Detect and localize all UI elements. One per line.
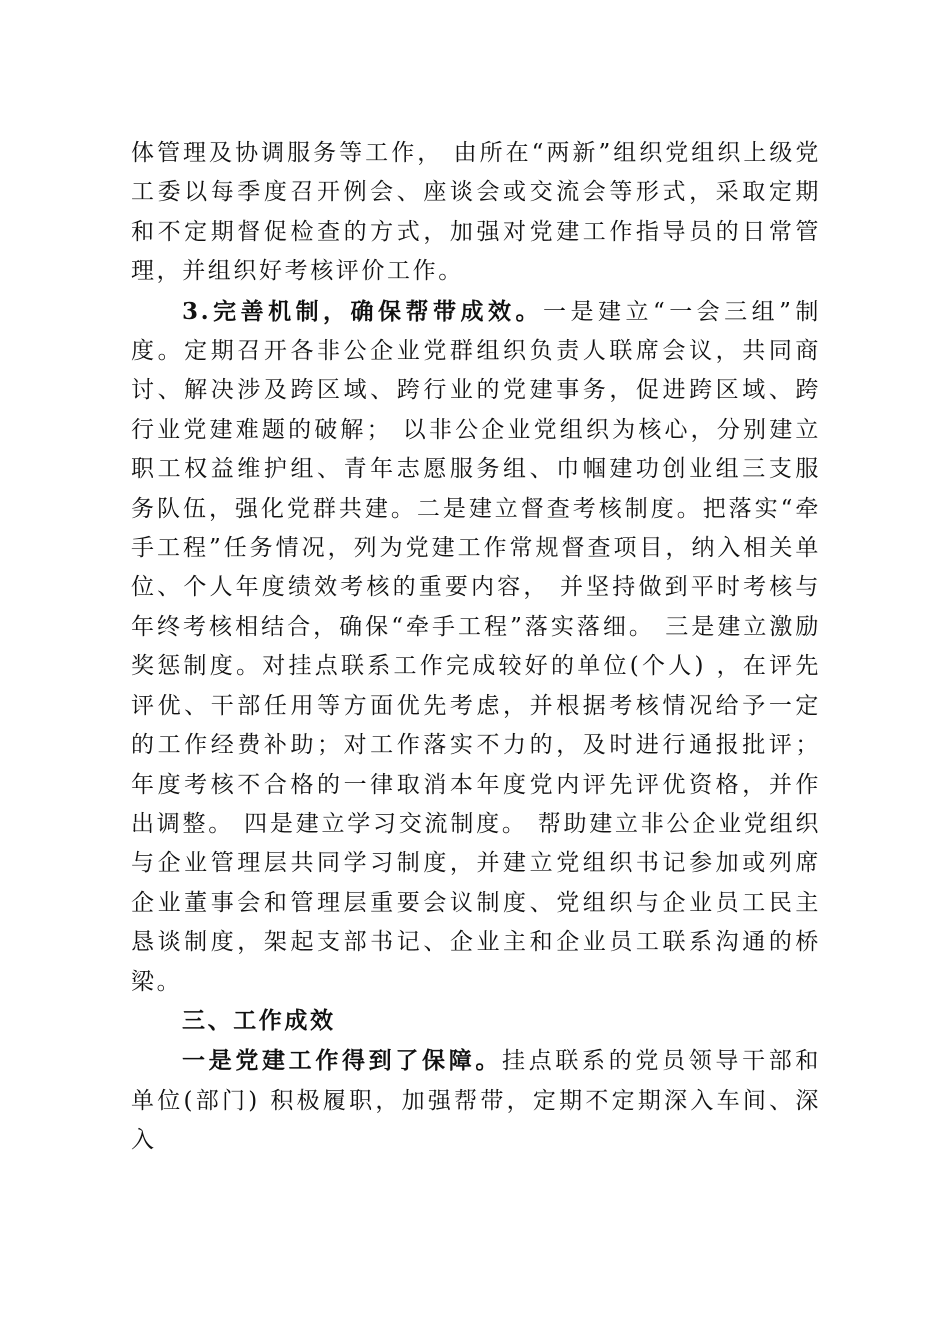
section-heading: 三、工作成效 [182, 1007, 336, 1034]
paragraph-text: 体管理及协调服务等工作， 由所在“两新”组织党组织上级党工委以每季度召开例会、座谈会或交流会等形式，采取定期和不定期督促检查的方式，加强对党建工作指导员的日常管理，并组织好考核评价工作。 [131, 140, 821, 285]
paragraph-text: 一是建立“一会三组”制度。定期召开各非公企业党群组织负责人联席会议，共同商讨、解决涉及跨区域、跨行业的党建事务，促进跨区域、跨行业党建难题的破解； 以非公企业党组织为核心，分别建立职工权益维护组、青年志愿服务组、巾帼建功创业组三支服务队伍，强化党群共建。二是建立督查考核制度。把落实“牵手工程”任务情况，列为党建工作常规督查项目，纳入相关单位、个人年度绩效考核的重要内容， 并坚持做到平时考核与年终考核相结合，确保“牵手工程”落实落细。 三是建立激励奖惩制度。对挂点联系工作完成较好的单位(个人) ，在评先评优、干部任用等方面优先考虑，并根据考核情况给予一定的工作经费补助；对工作落实不力的，及时进行通报批评；年度考核不合格的一律取消本年度党内评先评优资格，并作出调整。 四是建立学习交流制度。 帮助建立非公企业党组织与企业管理层共同学习制度，并建立党组织书记参加或列席企业董事会和管理层重要会议制度、党组织与企业员工民主恳谈制度，架起支部书记、企业主和企业员工联系沟通的桥梁。 [131, 298, 821, 995]
document-body [131, 134, 821, 1161]
paragraph-continued [131, 134, 821, 292]
paragraph-text: 挂点联系的党员领导干部和单位(部门) 积极履职，加强帮带，定期不定期深入车间、深入 [131, 1048, 822, 1154]
paragraph-mechanism [131, 292, 821, 1002]
paragraph-results [131, 1041, 821, 1160]
paragraph-lead: 3.完善机制，确保帮带成效。 [182, 297, 543, 325]
paragraph-lead: 一是党建工作得到了保障。 [182, 1047, 503, 1075]
